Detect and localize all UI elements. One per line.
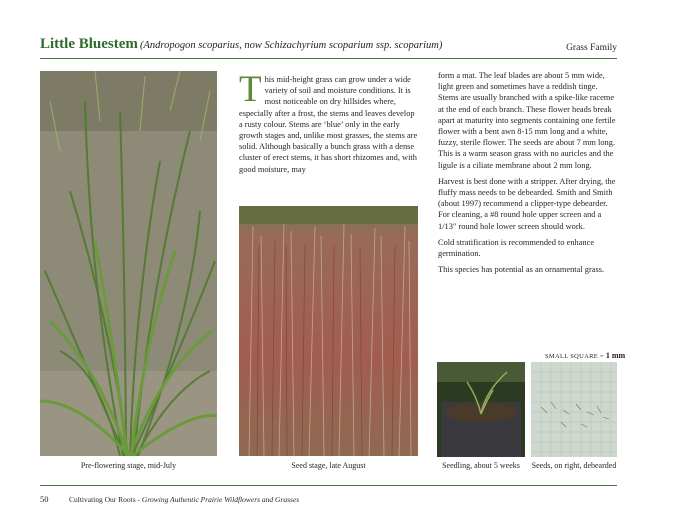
photo-seedling xyxy=(437,362,525,457)
header-rule xyxy=(40,58,617,59)
body-column-1 xyxy=(239,69,419,180)
intro-paragraph-text: his mid-height grass can grow under a wide variety of soil and moisture conditions. It is most noticeable on dry hillsides where, especially after a frost, the stems and leaves develop a rusty colour. Stems are ‘blue’ only in the early growth stages and, unlike most grasses, the stems are solid. Although basically a bunch grass with a dense cluster of erect stems, it has short rhizomes and, with good moisture, may xyxy=(239,75,418,174)
book-title: Cultivating Our Roots - xyxy=(69,495,141,504)
scale-value: 1 mm xyxy=(605,351,626,360)
footer-rule xyxy=(40,485,617,486)
harvest-paragraph: Harvest is best done with a stripper. After drying, the fluffy mass needs to be debearded. Smith and Smith (about 1997) recommend a clipper-type debearder. For cleaning, a #8 round hole upper screen and a 1/13" round hole lower screen should work. xyxy=(438,176,616,231)
caption-seeds: Seeds, on right, debearded xyxy=(531,461,617,470)
body-column-2 xyxy=(438,70,617,280)
intro-paragraph xyxy=(239,69,419,175)
photo-seedling-image xyxy=(437,362,525,457)
caption-seed-stage: Seed stage, late August xyxy=(291,461,366,470)
caption-pre-flowering: Pre-flowering stage, mid-July xyxy=(80,461,177,470)
photo-seeds xyxy=(531,362,617,457)
description-paragraph: form a mat. The leaf blades are about 5 mm wide, light green and sometimes have a reddish tinge. Stems are usually branched with a spike-like raceme at the end of each branch. These flower heads break apart at maturity into segments containing one fertile flower with a bent awn 8-15 mm long and a white, fuzzy, sterile flower. The seeds are about 7 mm long. This is a warm season grass with no auricles and the ligule is a ciliate membrane about 2 mm long. xyxy=(438,71,616,170)
scale-label xyxy=(545,351,625,360)
caption-seedling: Seedling, about 5 weeks xyxy=(442,461,520,470)
plant-family: Grass Family xyxy=(566,43,617,53)
drop-cap: T xyxy=(239,69,262,110)
photo-seed-stage xyxy=(239,206,418,456)
page-title: Little Bluestem xyxy=(40,36,138,52)
stratification-paragraph: Cold stratification is recommended to enhance germination. xyxy=(438,237,595,259)
scale-label-text: SMALL SQUARE = xyxy=(545,353,604,360)
book-subtitle: Growing Authentic Prairie Wildflowers and Grasses xyxy=(141,495,300,504)
photo-seeds-image xyxy=(531,362,617,457)
photo-seed-stage-image xyxy=(239,206,418,456)
running-footer xyxy=(69,495,299,504)
photo-pre-flowering-image xyxy=(40,71,217,456)
scientific-name: (Andropogon scoparius, now Schizachyrium scoparium ssp. scoparium) xyxy=(140,40,443,51)
photo-pre-flowering xyxy=(40,71,217,456)
page-number: 50 xyxy=(40,494,49,504)
ornamental-paragraph: This species has potential as an ornamental grass. xyxy=(438,265,605,275)
